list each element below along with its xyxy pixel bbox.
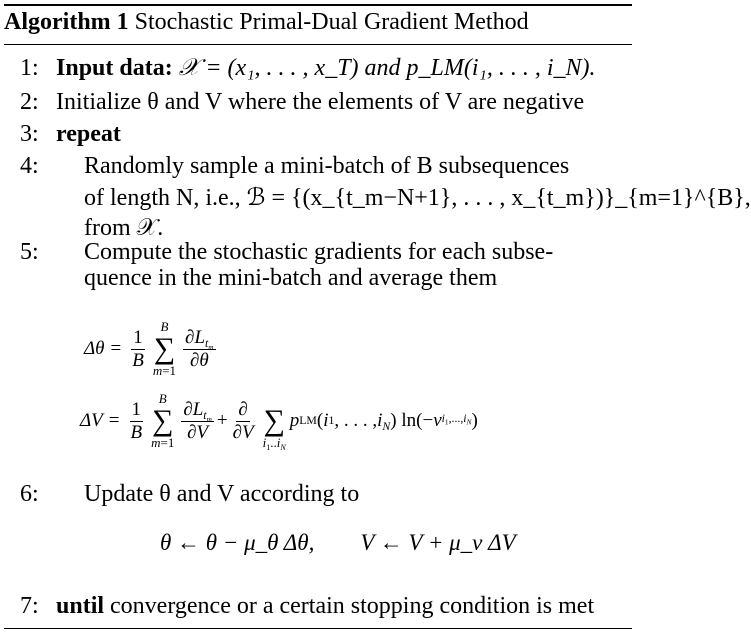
step-text: of length N, i.e., ℬ = {(x_{t_m−N+1}, . . . , x_{t_m})}_{m=1}^{B}, [84,185,751,211]
algorithm-header [4,8,632,36]
step-number: 4: [20,153,39,179]
step-text: Initialize θ and V where the elements of V are negative [56,89,585,115]
top-rule [4,4,632,6]
update-formula: θ ← θ − μ_θ Δθ, V ← V + μ_v ΔV [160,530,516,555]
step-keyword: repeat [56,121,121,147]
algorithm-title: Stochastic Primal-Dual Gradient Method [134,9,529,35]
equation-update [160,530,516,556]
equation-delta-theta: Δθ = $\frac{1}{B}$ B ∑ m=1 $\frac{\partial L_{t_m}}{\partial\theta}$ [84,319,214,378]
step-number: 3: [20,121,39,147]
step-text: quence in the mini-batch and average them [84,265,498,291]
step-text: Compute the stochastic gradients for each subse- [84,239,554,265]
header-rule [4,44,632,45]
step-number: 1: [20,55,39,81]
bottom-rule [4,628,632,629]
algorithm-label: Algorithm 1 [4,9,129,35]
step-number: 2: [20,89,39,115]
step-text: Update θ and V according to [84,481,360,507]
equation-delta-v: ΔV = $\frac{1}{B}$ B ∑ m=1 $\frac{\partial L_{t_m}}{\partial V}$ + $\frac{\partial}{\partial V}$ ∑ $i_1..i_N$ p LM ( i 1 , . . . , $i_N$ ) ln(− ν $i_1,...,i_N$ ) [80,391,478,452]
step-text: convergence or a certain stopping condition is met [110,593,595,619]
step-number: 7: [20,593,39,619]
step-number: 5: [20,239,39,265]
step-math: 𝒳 = (x₁, . . . , x_T) and p_LM(i₁, . . . , i_N). [178,55,596,81]
step-text: from 𝒳. [84,215,164,241]
step-keyword: until [56,593,105,619]
step-number: 6: [20,481,39,507]
step-text: Randomly sample a mini-batch of B subsequences [84,153,570,179]
step-keyword: Input data: [56,55,173,81]
